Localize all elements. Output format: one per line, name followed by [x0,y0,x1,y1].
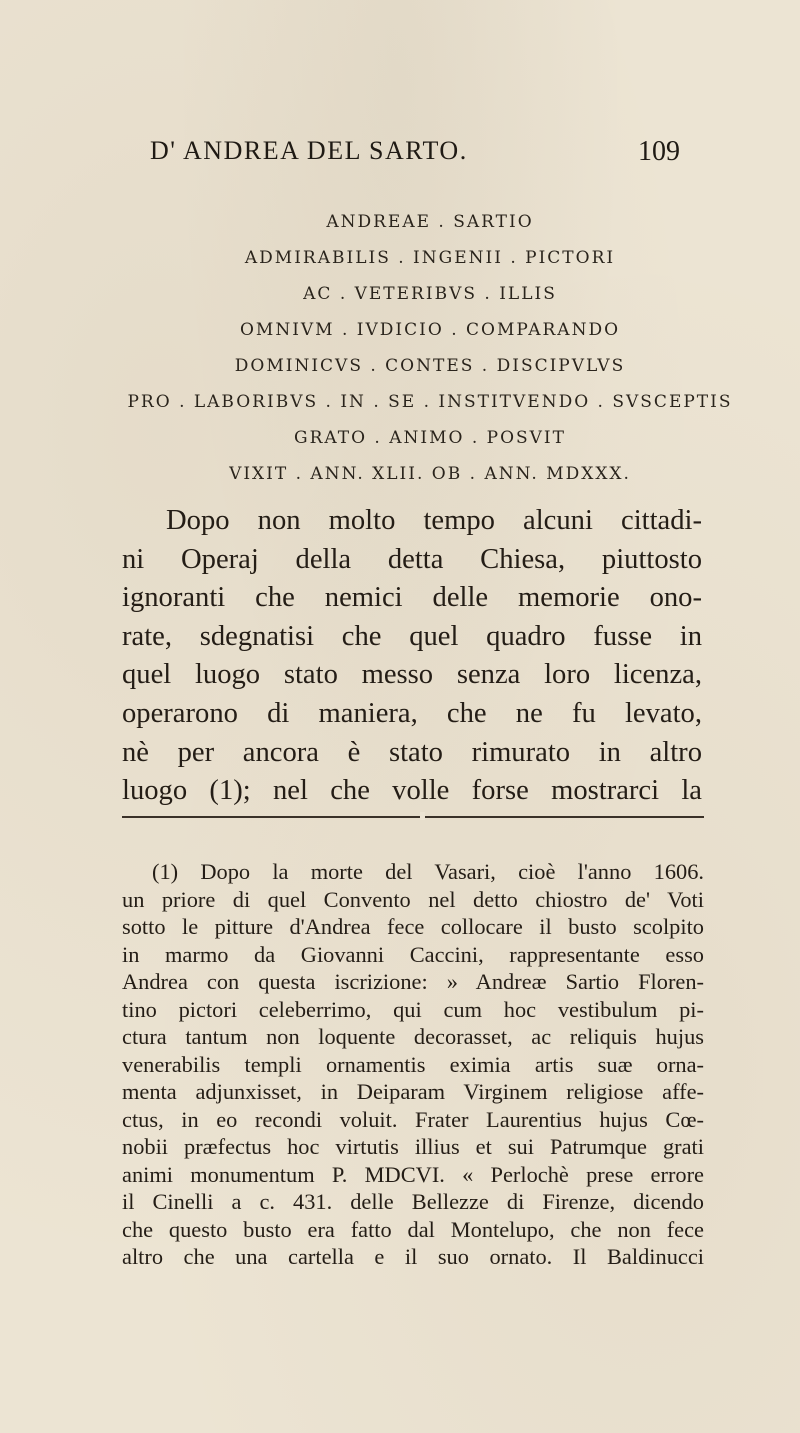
paragraph-line: Dopo non molto tempo alcuni cittadi- [166,505,702,536]
footnote-line: in marmo da Giovanni Caccini, rappresentante esso [122,941,704,967]
footnote-line: menta adjunxisset, in Deiparam Virginem religiose affe- [122,1079,704,1104]
running-title: D' ANDREA DEL SARTO. [150,136,468,165]
inscription-line: AC . VETERIBVS . ILLIS [303,284,557,304]
separator-break [420,812,425,820]
footnote-line: ctura tantum non loquente decorasset, ac reliquis hujus [122,1024,704,1049]
inscription-line: GRATO . ANIMO . POSVIT [294,428,566,448]
footnote-line: che questo busto era fatto dal Montelupo, che non fece [122,1216,704,1242]
footnote-line: un priore di quel Convento nel detto chiostro de' Voti [122,886,704,912]
footnote-separator-rule [122,816,704,818]
paragraph-line: rate, sdegnatisi che quel quadro fusse in [122,620,702,652]
main-paragraph [122,502,702,811]
paragraph-line: quel luogo stato messo senza loro licenza, [122,659,702,691]
footnote-line: venerabilis templi ornamentis eximia artis suæ orna- [122,1051,704,1077]
inscription-line: DOMINICVS . CONTES . DISCIPVLVS [234,356,626,376]
paragraph-line: ignoranti che nemici delle memorie ono- [122,582,702,614]
inscription-line: VIXIT . ANN. XLII. OB . ANN. MDXXX. [229,464,631,484]
paragraph-line: operarono di maniera, che ne fu levato, [122,697,702,729]
footnote-line: (1) Dopo la morte del Vasari, cioè l'anno 1606. [152,859,704,884]
paragraph-line: luogo (1); nel che volle forse mostrarci la [122,775,702,807]
inscription-line: PRO . LABORIBVS . IN . SE . INSTITVENDO . SVSCEPTIS [127,392,733,412]
footnote [122,858,704,1271]
footnote-line: sotto le pitture d'Andrea fece collocare il busto scolpito [122,914,704,939]
epitaph-inscription [127,204,733,492]
footnote-line: animi monumentum P. MDCVI. « Perlochè prese errore [122,1161,704,1187]
running-header [150,136,680,176]
footnote-line: il Cinelli a c. 431. delle Bellezze di Firenze, dicendo [122,1189,704,1214]
footnote-line: tino pictori celeberrimo, qui cum hoc vestibulum pi- [122,996,704,1022]
footnote-line: ctus, in eo recondi voluit. Frater Laurentius hujus Cœ- [122,1106,704,1132]
inscription-line: ADMIRABILIS . INGENII . PICTORI [244,248,616,268]
inscription-line: OMNIVM . IVDICIO . COMPARANDO [239,320,621,340]
footnote-line: nobii præfectus hoc virtutis illius et sui Patrumque grati [122,1134,704,1159]
paragraph-line: nè per ancora è stato rimurato in altro [122,736,702,768]
footnote-line: Andrea con questa iscrizione: » Andreæ Sartio Floren- [122,969,704,994]
inscription-line: ANDREAE . SARTIO [326,212,534,232]
paragraph-line: ni Operaj della detta Chiesa, piuttosto [122,543,702,575]
footnote-line: altro che una cartella e il suo ornato. Il Baldinucci [122,1244,704,1269]
page-number: 109 [638,136,680,167]
